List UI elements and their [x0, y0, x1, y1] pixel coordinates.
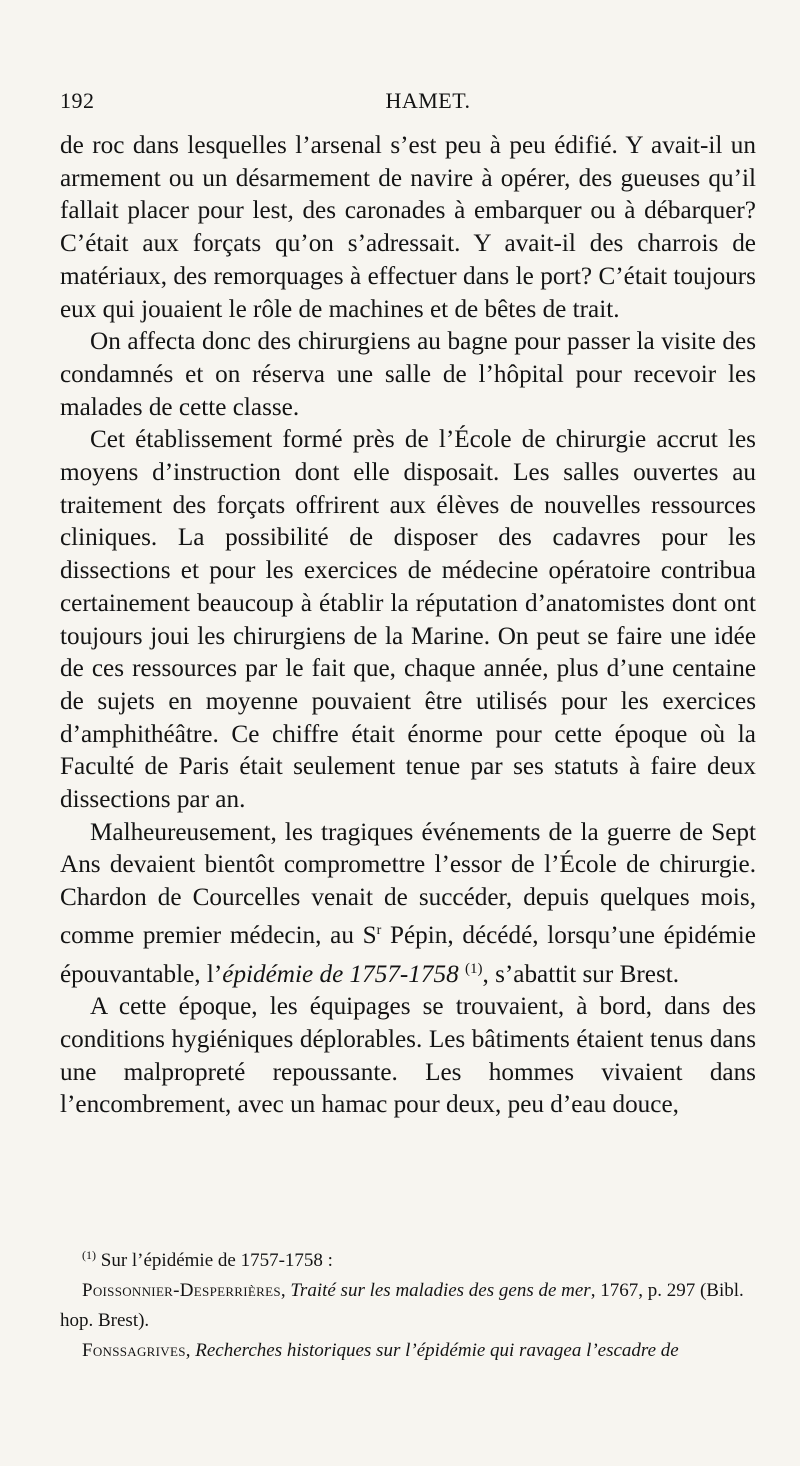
citation-title: Recherches historiques sur l’épidémie qui ravagea l’escadre de — [195, 1340, 679, 1361]
running-title: HAMET. — [385, 88, 471, 113]
footnote-1-text: Sur l’épidémie de 1757-1758 : — [100, 1250, 333, 1271]
body-text — [60, 130, 756, 1122]
paragraph-4-part-a: Malheureusement, les tragiques événements de la guerre de Sept Ans devaient bientôt compromettre l’essor de l’École de chirurgie. Chardon de Courcelles venait de succéder, depuis quelques mois, comme premier médecin, au S — [60, 818, 756, 949]
footnote-citation-2 — [60, 1336, 756, 1366]
footnotes — [60, 1240, 756, 1366]
citation-author: Fonssagrives — [82, 1340, 186, 1361]
paragraph-3: Cet établissement formé près de l’École de chirurgie accrut les moyens d’instruction dont elle disposait. Les salles ouvertes au traitement des forçats offrirent aux élèves de nouvelles ressources cliniques. La possibilité de disposer des cadavres pour les dissections et pour les exercices de médecine opératoire contribua certainement beaucoup à établir la réputation d’anatomistes dont ont toujours joui les chirurgiens de la Marine. On peut se faire une idée de ces ressources par le fait que, chaque année, plus d’une centaine de sujets en moyenne pouvaient être utilisés pour les exercices d’amphithéâtre. Ce chiffre était énorme pour cette époque où la Faculté de Paris était seulement tenue par ses statuts à faire deux dissections par an. — [60, 426, 756, 814]
page-number: 192 — [60, 88, 95, 113]
citation-title: Traité sur les maladies des gens de mer — [290, 1280, 591, 1301]
page-header — [60, 88, 756, 122]
footnote-1 — [60, 1240, 756, 1276]
paragraph-4-part-b: Pépin, décédé, lorsqu’une épidémie épouvantable, l’ — [60, 921, 756, 988]
paragraph-1: de roc dans lesquelles l’arsenal s’est peu à peu édifié. Y avait-il un armement ou un désarmement de navire à opérer, des gueuses qu’il fallait placer pour lest, des caronades à embarquer ou à débarquer? C’était aux forçats qu’on s’adressait. Y avait-il des charrois de matériaux, des remorquages à effectuer dans le port? C’était toujours eux qui jouaient le rôle de machines et de bêtes de trait. — [60, 132, 756, 323]
footnote-reference: (1) — [464, 960, 483, 977]
paragraph-5: A cette époque, les équipages se trouvaient, à bord, dans des conditions hygiéniques déplorables. Les bâtiments étaient tenus dans une malpropreté repoussante. Les hommes vivaient dans l’encombrement, avec un hamac pour deux, peu d’eau douce, — [60, 993, 756, 1119]
paragraph-4-part-c: , s’abattit sur Brest. — [482, 960, 680, 988]
superscript-r: r — [376, 922, 382, 938]
paragraph-4 — [60, 817, 756, 992]
citation-author: Poissonnier-Desperrières — [82, 1280, 281, 1301]
citation-separator: , — [280, 1280, 291, 1301]
paragraph-2: On affecta donc des chirurgiens au bagne pour passer la visite des condamnés et on réserva une salle de l’hôpital pour recevoir les malades de cette classe. — [60, 328, 756, 421]
footnote-citation-1 — [60, 1276, 756, 1336]
citation-separator: , — [185, 1340, 196, 1361]
citation-details: , 1767, p. 297 (Bibl. hop. Brest). — [60, 1280, 744, 1331]
footnote-mark: (1) — [82, 1248, 96, 1262]
epidemic-title: épidémie de 1757-1758 — [222, 960, 459, 988]
